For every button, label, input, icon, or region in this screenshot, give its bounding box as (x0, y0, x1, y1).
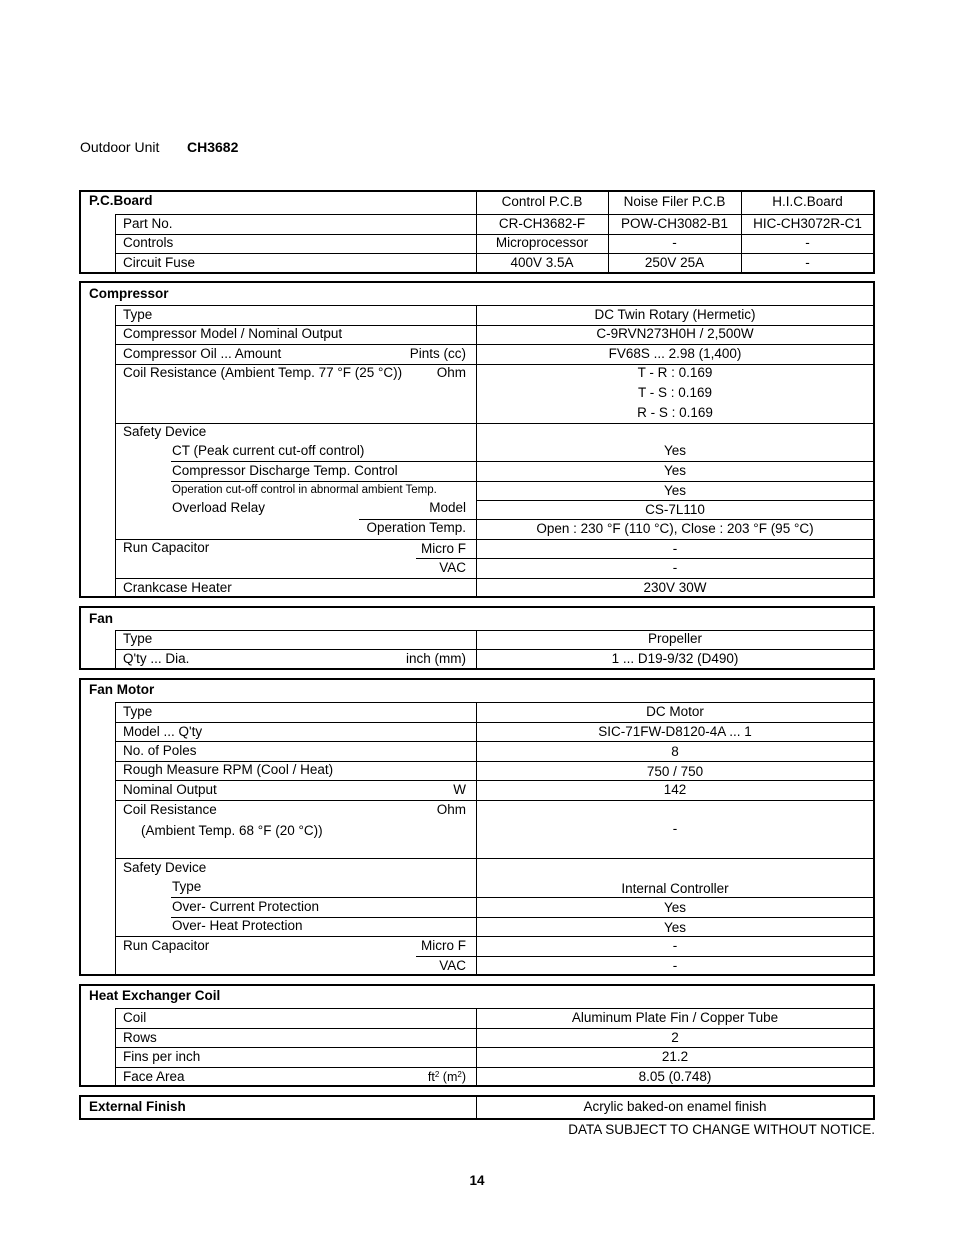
pcb-col-noise: Noise Filer P.C.B (623, 194, 726, 209)
fan-motor-stype-label: Type (172, 879, 202, 894)
compressor-overload-label: Overload Relay (172, 500, 266, 515)
compressor-ct-value: Yes (663, 443, 687, 458)
compressor-coil-rs: R - S : 0.169 (637, 405, 713, 420)
heat-exchanger-fins-label: Fins per inch (123, 1049, 201, 1064)
external-finish-value: Acrylic baked-on enamel finish (583, 1099, 767, 1114)
fan-motor-runcap-vac-value: - (672, 958, 678, 973)
compressor-discharge-value: Yes (663, 463, 687, 478)
pcb-controls-1: Microprocessor (495, 235, 589, 250)
fan-motor-safety-label: Safety Device (123, 860, 207, 875)
fan-qty-label: Q'ty ... Dia. (123, 651, 190, 666)
compressor-oil-label: Compressor Oil ... Amount (123, 346, 282, 361)
compressor-crank-label: Crankcase Heater (123, 580, 232, 595)
fan-motor-rpm-label: Rough Measure RPM (Cool / Heat) (123, 762, 334, 777)
compressor-runcap-microf: Micro F (421, 541, 466, 556)
fan-motor-output-value: 142 (663, 782, 687, 797)
compressor-coil-label: Coil Resistance (Ambient Temp. 77 °F (25 °C)) (123, 365, 403, 380)
pcb-fuse-label: Circuit Fuse (123, 255, 196, 270)
compressor-overload-model-value: CS-7L110 (645, 502, 705, 517)
pcb-col-hic: H.I.C.Board (772, 194, 843, 209)
fan-qty-value: 1 ... D19-9/32 (D490) (611, 651, 739, 666)
external-finish-title: External Finish (89, 1099, 186, 1114)
pcb-fuse-2: 250V 25A (644, 255, 705, 270)
pcb-col-control: Control P.C.B (501, 194, 583, 209)
compressor-runcap-vac-value: - (672, 560, 678, 575)
fan-motor-overheat-value: Yes (663, 920, 687, 935)
fan-motor-type-value: DC Motor (646, 704, 704, 719)
fan-motor-rpm-value: 750 / 750 (646, 764, 704, 779)
fan-motor-stype-value: Internal Controller (621, 881, 729, 896)
compressor-optemp-value: Open : 230 °F (110 °C), Close : 203 °F (95 °C) (536, 521, 814, 536)
compressor-runcap-microf-value: - (672, 541, 678, 556)
compressor-ambient-label: Operation cut-off control in abnormal ambient Temp. (172, 484, 437, 496)
fan-motor-runcap-microf: Micro F (421, 938, 466, 953)
fan-type-value: Propeller (647, 631, 703, 646)
heat-exchanger-coil-label: Coil (123, 1010, 147, 1025)
compressor-crank-value: 230V 30W (643, 580, 707, 595)
fan-title: Fan (89, 611, 114, 626)
fan-motor-coil-label: Coil Resistance (123, 802, 217, 817)
fan-motor-runcap-microf-value: - (672, 938, 678, 953)
heat-exchanger-coil-value: Aluminum Plate Fin / Copper Tube (571, 1010, 779, 1025)
fan-motor-poles-label: No. of Poles (123, 743, 197, 758)
compressor-oil-unit: Pints (cc) (409, 346, 466, 361)
fan-motor-coil-unit: Ohm (436, 802, 466, 817)
compressor-title: Compressor (89, 286, 169, 301)
pcb-part-1: CR-CH3682-F (498, 216, 586, 231)
compressor-model-label: Compressor Model / Nominal Output (123, 326, 343, 341)
fan-motor-type-label: Type (123, 704, 153, 719)
fan-motor-runcap-label: Run Capacitor (123, 938, 210, 953)
compressor-coil-tr: T - R : 0.169 (637, 365, 713, 380)
compressor-ct-label: CT (Peak current cut-off control) (172, 443, 365, 458)
fan-motor-coil-value: - (672, 821, 678, 836)
compressor-runcap-label: Run Capacitor (123, 540, 210, 555)
fan-motor-output-label: Nominal Output (123, 782, 217, 797)
compressor-runcap-vac: VAC (439, 560, 466, 575)
pcb-fuse-1: 400V 3.5A (510, 255, 574, 270)
unit-label: Outdoor Unit (80, 139, 160, 155)
compressor-type-value: DC Twin Rotary (Hermetic) (594, 307, 756, 322)
fan-motor-overcurrent-label: Over- Current Protection (172, 899, 320, 914)
heat-exchanger-title: Heat Exchanger Coil (89, 988, 221, 1003)
fan-type-label: Type (123, 631, 153, 646)
heat-exchanger-fins-value: 21.2 (661, 1049, 689, 1064)
fan-motor-poles-value: 8 (671, 744, 679, 759)
pcb-controls-2: - (672, 235, 677, 250)
compressor-coil-ts: T - S : 0.169 (637, 385, 713, 400)
pcb-part-3: HIC-CH3072R-C1 (753, 216, 862, 231)
fan-qty-unit: inch (mm) (406, 651, 466, 666)
fan-motor-output-unit: W (453, 782, 466, 797)
unit-model: CH3682 (187, 139, 239, 155)
fan-motor-model-label: Model ... Q'ty (123, 724, 203, 739)
compressor-oil-value: FV68S ... 2.98 (1,400) (608, 346, 742, 361)
compressor-ambient-value: Yes (663, 483, 687, 498)
fan-motor-model-value: SIC-71FW-D8120-4A ... 1 (598, 724, 752, 739)
compressor-discharge-label: Compressor Discharge Temp. Control (172, 463, 398, 478)
pcb-part-label: Part No. (123, 216, 173, 231)
fan-motor-overcurrent-value: Yes (663, 900, 687, 915)
pcb-controls-3: - (805, 235, 810, 250)
pcb-controls-label: Controls (123, 235, 174, 250)
heat-exchanger-rows-value: 2 (671, 1030, 679, 1045)
compressor-optemp-label: Operation Temp. (366, 520, 466, 535)
heat-exchanger-face-unit: $ft^2$ $(m^2)$ (427, 1070, 466, 1084)
compressor-type-label: Type (123, 307, 153, 322)
heat-exchanger-face-label: Face Area (123, 1069, 185, 1084)
compressor-model-value: C-9RVN273H0H / 2,500W (596, 326, 754, 341)
fan-motor-runcap-vac: VAC (439, 958, 466, 973)
pcb-part-2: POW-CH3082-B1 (620, 216, 729, 231)
fan-motor-title: Fan Motor (89, 682, 155, 697)
page-number: 14 (469, 1173, 485, 1188)
pcb-title: P.C.Board (89, 193, 153, 208)
compressor-overload-model-label: Model (429, 500, 466, 515)
fan-motor-overheat-label: Over- Heat Protection (172, 918, 303, 933)
fan-motor-coil-sub: (Ambient Temp. 68 °F (20 °C)) (141, 823, 323, 838)
compressor-safety-label: Safety Device (123, 424, 207, 439)
heat-exchanger-face-value: 8.05 (0.748) (638, 1069, 712, 1084)
compressor-coil-unit: Ohm (436, 365, 466, 380)
pcb-fuse-3: - (805, 255, 810, 270)
change-notice: DATA SUBJECT TO CHANGE WITHOUT NOTICE. (568, 1122, 875, 1137)
heat-exchanger-rows-label: Rows (123, 1030, 157, 1045)
